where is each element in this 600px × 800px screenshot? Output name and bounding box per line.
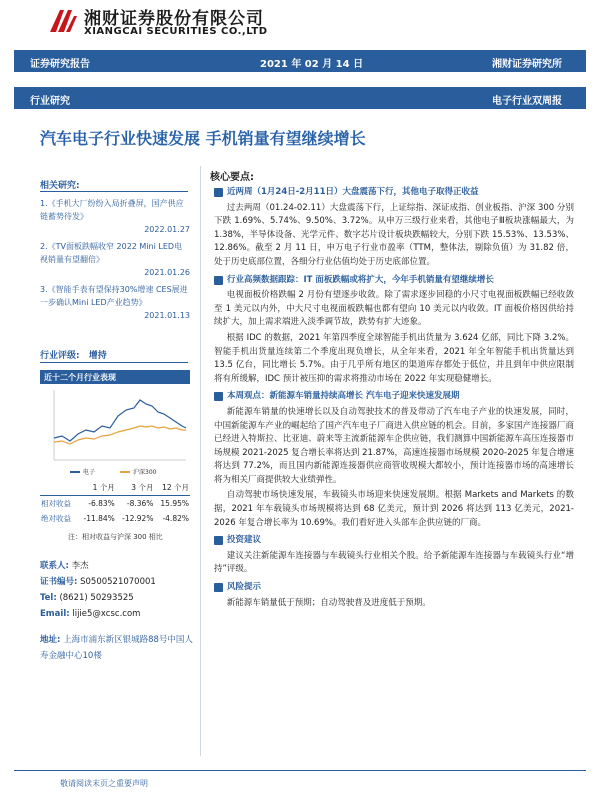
footer-divider [14, 770, 586, 771]
table-cell: -12.92% [122, 514, 154, 523]
related-item[interactable] [40, 197, 190, 236]
performance-note: 注：相对收益与沪深 300 相比 [68, 533, 163, 541]
cert-label: 证书编号: [40, 577, 78, 587]
bullet-icon [214, 188, 223, 197]
related-item[interactable] [40, 240, 190, 279]
research-category: 行业研究 [30, 96, 70, 107]
contact-block [40, 558, 190, 622]
report-series: 电子行业双周报 [492, 96, 562, 107]
legend-sector: 电子 [83, 469, 96, 476]
email-label: Email: [40, 609, 70, 619]
bullet-icon [214, 276, 223, 285]
legend-benchmark: 沪深300 [133, 469, 157, 476]
core-points-body [214, 186, 574, 614]
core-section [214, 390, 574, 530]
table-cell: -6.83% [77, 496, 116, 512]
section-paragraph: 根据 IDC 的数据，2021 年第四季度全球智能手机出货量为 3.624 亿部，同比下降 3.2%。智能手机出货量连续第二个季度出现负增长，从全年来看，2021 年全年智能手机出货量达到 13.5 亿台，同比增长 5.7%。由于几乎所有地区的渠道库存都处于低位，并且到年中供应限制将有所缓解，IDC 预计被压抑的需求将推动市场在 2022 年实现稳健增长。 [214, 332, 574, 384]
section-paragraph: 自动驾驶市场快速发展，车载镜头市场迎来快速发展期。根据 Markets and Markets 的数据，2021 年车载镜头市场规模将达到 68 亿美元，预计到 2026 将达到 113 亿美元，2021-2026 年复合增长率为 10.69%。我们看好进入头部车企供应链的厂商。 [214, 490, 574, 528]
address-label: 地址: [40, 635, 61, 645]
related-item-date: 2021.01.13 [144, 311, 190, 320]
section-paragraph: 过去两周（01.24-02.11）大盘震荡下行，上证综指、深证成指、创业板指、沪深 300 分别下跌 1.69%、5.74%、9.50%、3.72%。从申万三级行业来看，其他电子Ⅲ板块涨幅最大，为 1.38%，半导体设备、光学元件、数字芯片设计板块跌幅较大，分别下跌 15.53%、13.53%、12.86%。截至 2 月 11 日，申万电子行业市盈率（TTM，整体法，剔除负值）为 31.82 倍，处于历史底部位置，各细分行业估值均处于历史底部位置。 [214, 202, 574, 267]
section-title: 本周观点：新能源车销量持续高增长 汽车电子迎来快速发展期 [227, 391, 460, 402]
rating-value: 增持 [88, 351, 107, 361]
page-title: 汽车电子行业快速发展 手机销量有望继续增长 [40, 129, 366, 148]
section-title: 行业高频数据跟踪：IT 面板跌幅或将扩大，今年手机销量有望继续增长 [227, 274, 494, 285]
analyst-name: 李杰 [71, 561, 89, 571]
header-band-sub [14, 87, 586, 109]
table-cell: -11.84% [83, 514, 115, 523]
core-points-heading: 核心要点: [210, 172, 254, 183]
report-type: 证券研究报告 [30, 59, 90, 70]
core-section [214, 274, 574, 387]
report-date: 2021 年 02 月 14 日 [260, 59, 364, 70]
table-cell: 15.95% [154, 496, 190, 512]
table-header-cell: 1 个月 [92, 483, 115, 492]
related-item-title[interactable]: 1.《手机大厂纷纷入局折叠屏，国产供应链蓄势待发》 [40, 199, 184, 221]
core-section [214, 534, 574, 577]
bullet-icon [214, 583, 223, 592]
phone-label: Tel: [40, 593, 57, 603]
sector-line [54, 400, 186, 441]
table-row [40, 511, 190, 526]
related-research-list [40, 197, 190, 326]
email-link[interactable]: lijie5@xcsc.com [72, 609, 141, 619]
section-title: 近两周（1月24日-2月11日）大盘震荡下行，其他电子取得正收益 [227, 187, 479, 197]
related-item[interactable] [40, 283, 190, 322]
core-section [214, 186, 574, 270]
column-divider [200, 166, 201, 756]
related-item-title[interactable]: 3.《智能手表有望保持30%增速 CES展进一步确认Mini LED产业趋势》 [40, 285, 188, 307]
analyst-label: 联系人: [40, 561, 69, 571]
address-block [40, 632, 200, 664]
cert-number: S0500521070001 [80, 577, 156, 587]
divider [40, 362, 188, 363]
industry-rating [40, 348, 107, 361]
company-name-en: XIANGCAI SECURITIES CO.,LTD [84, 26, 268, 37]
section-title: 风险提示 [227, 582, 262, 593]
company-logo-icon [46, 6, 80, 36]
section-paragraph: 建议关注新能源车连接器与车载镜头行业相关个股。给予新能源车连接器与车载镜头行业“增持”评级。 [214, 550, 574, 575]
table-cell: -8.36% [116, 496, 155, 512]
section-paragraph: 新能源车销量的快速增长以及自动驾驶技术的普及带动了汽车电子产业的快速发展，同时，中国新能源车产业的崛起给了国产汽车电子厂商进入供应链的机会。目前，多家国产连接器厂商已经进入特斯拉、比亚迪、蔚来等主流新能源车企供应链，我们测算中国新能源车高压连接器市场规模 2021-2025 复合增长率将达到 21.87%，高速连接器市场规模 2020-2025 年复合增速将达到 77.2%，而且国内新能源连接器供应商管收规模大都较小，预计连接器市场的高速增长将为相关厂商提供较大业绩弹性。 [214, 406, 574, 485]
table-header-row [40, 480, 190, 496]
table-cell: -4.82% [162, 514, 189, 523]
footer-disclaimer-link[interactable]: 敬请阅读末页之重要声明 [60, 779, 148, 788]
core-section [214, 581, 574, 610]
benchmark-line [54, 426, 186, 444]
company-name-cn: 湘财证券股份有限公司 [84, 9, 264, 29]
section-paragraph: 电视面板价格跌幅 2 月份有望逐步收敛。除了需求逐步回稳的小尺寸电视面板跌幅已经收敛至 1 美元以内外，中大尺寸电视面板跌幅也都有望向 10 美元以内收敛。IT 面板价格因供给持续扩大，加上需求端进入淡季调节故，跌势有扩大迹象。 [214, 290, 574, 328]
related-item-date: 2022.01.27 [144, 225, 190, 234]
header-band-top [14, 50, 586, 72]
phone-number: (8621) 50293525 [59, 593, 134, 603]
section-title: 投资建议 [227, 535, 262, 546]
row-label: 绝对收益 [41, 514, 71, 523]
address-value: 上海市浦东新区银城路88号中国人寿金融中心10楼 [40, 635, 193, 661]
performance-heading-bar [40, 370, 190, 384]
table-header-cell: 12 个月 [162, 483, 189, 492]
rating-label: 行业评级: [40, 351, 80, 361]
institute-name: 湘财证券研究所 [492, 59, 562, 70]
bullet-icon [214, 536, 223, 545]
related-item-date: 2021.01.26 [144, 268, 190, 277]
section-paragraph: 新能源车销量低于预期；自动驾驶普及进度低于预期。 [226, 597, 431, 608]
performance-heading: 近十二个月行业表现 [44, 373, 116, 382]
performance-chart [40, 386, 190, 478]
table-row [40, 496, 190, 512]
related-item-title[interactable]: 2.《TV面板跌幅收窄 2022 Mini LED电视销量有望翻倍》 [40, 242, 183, 264]
bullet-icon [214, 392, 223, 401]
row-label: 相对收益 [40, 496, 77, 512]
table-header-cell [40, 480, 77, 496]
related-research-heading: 相关研究: [40, 181, 80, 191]
divider [40, 191, 188, 192]
performance-table [40, 480, 190, 526]
table-header-cell: 3 个月 [131, 483, 154, 492]
